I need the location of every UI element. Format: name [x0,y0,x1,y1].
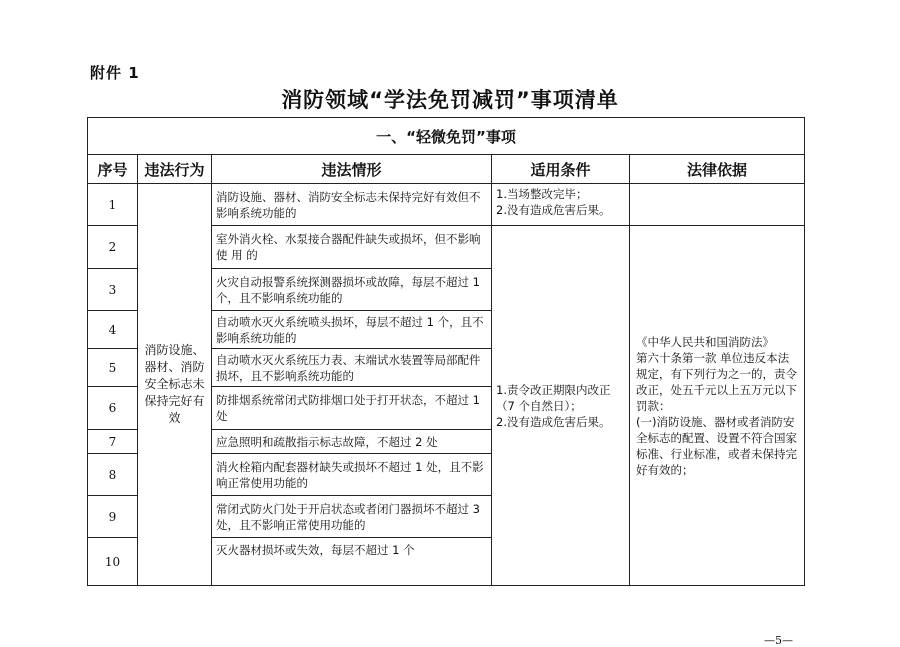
row-seq: 6 [88,387,138,430]
header-situation: 违法情形 [212,155,492,184]
conditions-row1-line1: 1.当场整改完毕； [496,187,588,201]
conditions-merged-line2: 2.没有造成危害后果。 [496,414,611,429]
section-title: 一、“轻微免罚”事项 [88,118,805,155]
row-seq: 1 [88,184,138,226]
row-seq: 9 [88,496,138,538]
row-seq: 4 [88,311,138,349]
conditions-merged [492,226,630,586]
row-situation: 火灾自动报警系统探测器损坏或故障，每层不超过 1 个，且不影响系统功能的 [212,269,492,311]
row-seq: 2 [88,226,138,269]
basis-merged [630,226,805,586]
row-situation: 常闭式防火门处于开启状态或者闭门器损坏不超过 3 处，且不影响正常使用功能的 [212,496,492,538]
row-situation: 室外消火栓、水泵接合器配件缺失或损坏，但不影响 使 用 的 [212,226,492,269]
page-number: —5— [764,634,793,647]
row-situation: 消防设施、器材、消防安全标志未保持完好有效但不影响系统功能的 [212,184,492,226]
header-behavior: 违法行为 [138,155,212,184]
header-row [88,155,805,184]
items-table [87,117,805,586]
behavior-cell: 消防设施、器材、消防安全标志未保持完好有效 [138,184,212,586]
row-situation: 自动喷水灭火系统压力表、末端试水装置等局部配件 损坏，且不影响系统功能的 [212,349,492,387]
basis-line2: 第六十条第一款 单位违反本法规定，有下列行为之一的，责令改正，处五千元以上五万元以下罚款： [636,350,797,413]
conditions-row1 [492,184,630,226]
attachment-label: 附件 1 [90,64,140,82]
conditions-merged-line1: 1.责令改正期限内改正（7 个自然日）； [496,382,611,413]
row-situation: 灭火器材损坏或失效，每层不超过 1 个 [212,538,492,586]
basis-row1-empty [630,184,805,226]
row-seq: 3 [88,269,138,311]
header-basis: 法律依据 [630,155,805,184]
row-seq: 10 [88,538,138,586]
document-title: 消防领域“学法免罚减罚”事项清单 [281,88,619,112]
row-seq: 8 [88,454,138,496]
row-situation: 消火栓箱内配套器材缺失或损坏不超过 1 处，且不影 响正常使用功能的 [212,454,492,496]
row-situation: 防排烟系统常闭式防排烟口处于打开状态，不超过 1 处 [212,387,492,430]
row-seq: 7 [88,430,138,454]
basis-line1: 《中华人民共和国消防法》 [636,334,774,349]
row-situation: 应急照明和疏散指示标志故障，不超过 2 处 [212,430,492,454]
conditions-row1-line2: 2.没有造成危害后果。 [496,203,611,217]
table-row [88,184,805,226]
basis-line3: (一)消防设施、器材或者消防安全标志的配置、设置不符合国家标准、行业标准，或者未保持完好有效的； [636,414,797,477]
row-situation: 自动喷水灭火系统喷头损坏，每层不超过 1 个，且不影响系统功能的 [212,311,492,349]
row-seq: 5 [88,349,138,387]
header-seq: 序号 [88,155,138,184]
header-conditions: 适用条件 [492,155,630,184]
